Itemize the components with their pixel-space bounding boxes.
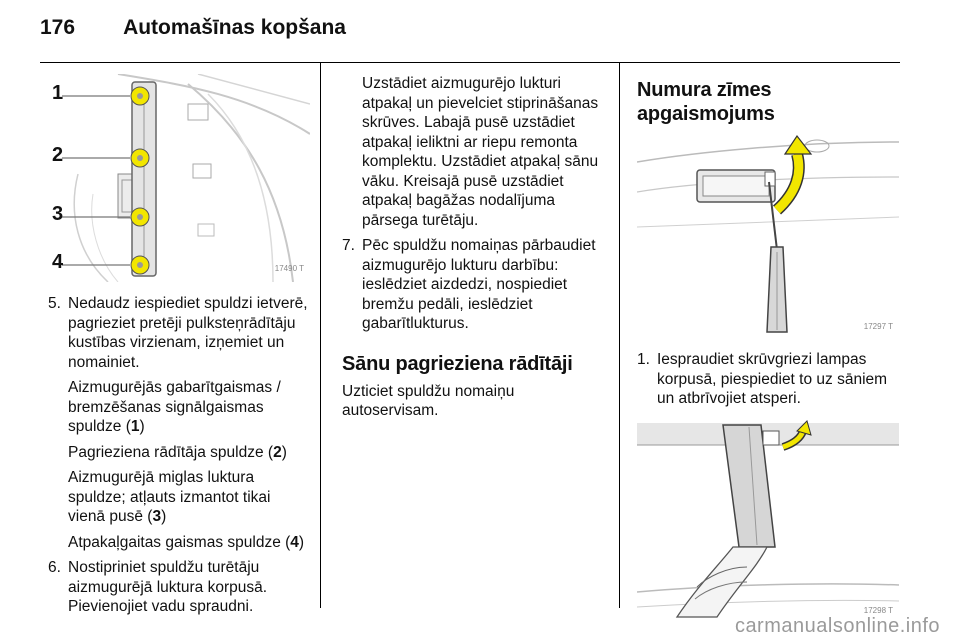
step-number: 1. — [637, 351, 650, 368]
step-number: 6. — [48, 559, 61, 576]
figure-code: 17298 T — [863, 606, 893, 615]
plate-lamp-release-figure — [637, 417, 899, 625]
section-heading-plate-light: Numura zīmes apgaismojums — [637, 79, 775, 125]
step-text: Pēc spuldžu nomaiņas pārbaudiet aizmugurējo lukturu darbību: ieslēdziet aizdedzi, nospiediet bremžu pedāli, ieslēdziet gabarītlukturus. — [362, 237, 596, 332]
steps-list-1 — [48, 294, 310, 372]
steps-list-3 — [342, 236, 610, 334]
page-number: 176 — [40, 16, 76, 39]
lamp-holder-figure — [48, 74, 310, 282]
callout-3: 3 — [52, 203, 64, 225]
callout-1: 1 — [52, 82, 64, 104]
step-text: Nostipriniet spuldžu turētāju aizmugurējā luktura korpusā. Pievienojiet vadu spraudni. — [68, 559, 268, 615]
column-divider-left — [320, 62, 321, 608]
lamp-holder-illustration — [48, 74, 310, 282]
bulb-3-note: Aizmugurējā miglas luktura spuldze; atļauts izmantot tikai vienā pusē (3) — [68, 469, 271, 525]
plate-lamp-remove-figure — [637, 132, 899, 340]
bulb-2-note: Pagrieziena rādītāja spuldze (2) — [68, 443, 287, 461]
bulb-1-note: Aizmugurējās gabarītgaismas / bremzēšanas signālgaismas spuldze (1) — [68, 379, 281, 435]
step-text: Iespraudiet skrūvgriezi lampas korpusā, piespiediet to uz sāniem un atbrīvojiet atsperi. — [657, 351, 888, 407]
step-number: 7. — [342, 237, 355, 254]
column-2 — [342, 74, 610, 421]
figure-code: 17297 T — [863, 321, 893, 331]
list-item-step-1 — [637, 350, 907, 409]
step-number: 5. — [48, 295, 61, 312]
column-3 — [637, 74, 907, 625]
step-text: Nedaudz iespiediet spuldzi ietverē, pagrieziet pretēji pulksteņrādītāju kustības virzienam, izņemiet un nomainiet. — [68, 295, 308, 371]
column-1 — [48, 74, 310, 623]
callout-2: 2 — [52, 144, 64, 166]
list-item-step-7 — [342, 236, 610, 334]
continued-text: Uzstādiet aizmugurējo lukturi atpakaļ un pievelciet stiprināšanas skrūves. Labajā pusē uzstādiet atpakaļ ieliktni ar riepu remonta komplektu. Uzstādiet atpakaļ sānu vāku. Kreisajā pusē uzstādiet atpakaļ bagāžas nodalījuma pārsega turētāju. — [362, 75, 599, 229]
header-rule — [40, 62, 900, 63]
page-header — [40, 16, 346, 40]
figure-code: 17490 T — [274, 263, 304, 273]
screwdriver-illustration — [637, 132, 899, 340]
side-indicators-text: Uzticiet spuldžu nomaiņu autoservisam. — [342, 382, 515, 419]
steps-list-2 — [48, 558, 310, 617]
section-heading-side-indicators: Sānu pagrieziena rādītāji — [342, 352, 573, 375]
release-spring-illustration — [637, 417, 899, 625]
column-divider-right — [619, 62, 620, 608]
list-item-step-6 — [48, 558, 310, 617]
steps-list-4 — [637, 350, 907, 409]
footer-watermark: carmanualsonline.info — [734, 615, 940, 637]
callout-4: 4 — [52, 251, 64, 273]
list-item-step-5 — [48, 294, 310, 372]
bulb-4-note: Atpakaļgaitas gaismas spuldze (4) — [68, 533, 305, 551]
page-title: Automašīnas kopšana — [123, 16, 346, 39]
